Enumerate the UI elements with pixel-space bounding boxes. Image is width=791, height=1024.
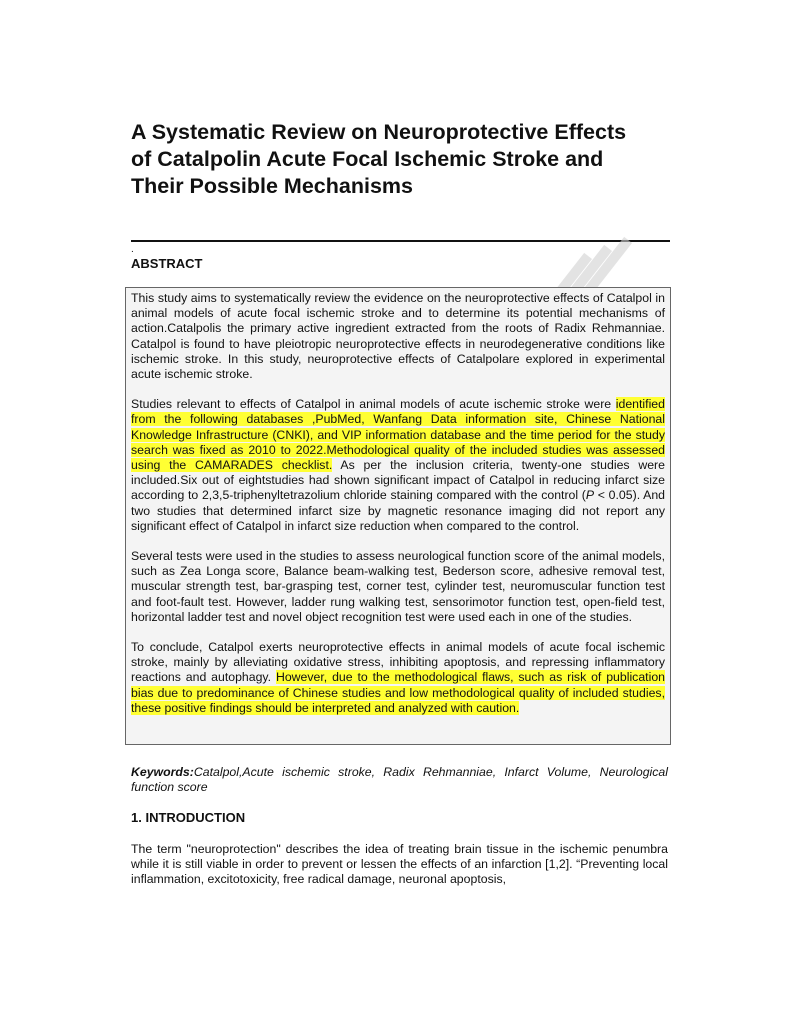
paper-title: A Systematic Review on Neuroprotective Effects of Catalpolin Acute Focal Ischemic Stroke and Their Possible Mechanisms [131, 120, 627, 198]
abstract-paragraph-3: Several tests were used in the studies to assess neurological function score of the animal models, such as Zea Longa score, Balance beam-walking test, Bederson score, adhesive removal test, muscular strength test, bar-grasping test, corner test, cylinder test, neuromuscular function test and foot-fault test. However, ladder rung walking test, sensorimotor function test, open-field test, horizontal ladder test and novel object recognition test were used each in one of the studies. [131, 549, 665, 624]
highlighted-text: identified from the following databases ,PubMed, Wanfang Data information site, Chinese National Knowledge Infrastructure (CNKI), and VIP information database and the time period for the study search was fixed as 2010 to 2022.Methodological quality of the included studies was assessed using the CAMARADES checklist. [131, 397, 665, 473]
keywords-list: Catalpol,Acute ischemic stroke, Radix Rehmanniae, Infarct Volume, Neurological function score [131, 765, 668, 795]
keywords-label: Keywords: [131, 765, 194, 779]
abstract-heading: ABSTRACT [131, 256, 203, 271]
abstract-paragraph-2 [131, 397, 665, 534]
keywords [131, 765, 668, 795]
text: To conclude, Catalpol exerts neuroprotective effects in animal models of acute focal ischemic stroke, mainly by alleviating oxidative stress, inhibiting apoptosis, and repressing inflammatory reactions and autophagy. [131, 640, 665, 685]
text: As per the inclusion criteria, twenty-one studies were included.Six out of eightstudies had shown significant impact of Catalpol in reducing infarct size according to 2,3,5-triphenyltetrazolium chloride staining compared with the control ( [131, 458, 665, 503]
abstract-box [125, 287, 671, 745]
abstract-paragraph-1: This study aims to systematically review the evidence on the neuroprotective effects of Catalpol in animal models of acute focal ischemic stroke and to determine its potential mechanisms of action.Catalpolis the primary active ingredient extracted from the roots of Radix Rehmanniae. Catalpol is found to have pleiotropic neuroprotective effects in neurodegenerative conditions like ischemic stroke. In this study, neuroprotective effects of Catalpolare explored in experimental acute ischemic stroke. [131, 291, 665, 382]
highlighted-text: However, due to the methodological flaws, such as risk of publication bias due to predominance of Chinese studies and low methodological quality of included studies, these positive findings should be interpreted and analyzed with caution. [131, 670, 665, 715]
introduction-paragraph: The term "neuroprotection" describes the idea of treating brain tissue in the ischemic penumbra while it is still viable in order to prevent or lessen the effects of an infarction [1,2]. “Preventing local inflammation, excitotoxicity, free radical damage, neuronal apoptosis, [131, 842, 668, 887]
title-divider [131, 240, 670, 242]
abstract-paragraph-4 [131, 640, 665, 716]
text: Studies relevant to effects of Catalpol in animal models of acute ischemic stroke were [131, 397, 616, 412]
text: < 0.05). And two studies that determined infarct size by magnetic resonance imaging did not report any significant effect of Catalpol in infarct size reduction when compared to the control. [131, 488, 666, 533]
p-value-symbol: P [585, 488, 595, 503]
introduction-heading: 1. INTRODUCTION [131, 810, 246, 825]
stray-dot: . [131, 244, 134, 255]
